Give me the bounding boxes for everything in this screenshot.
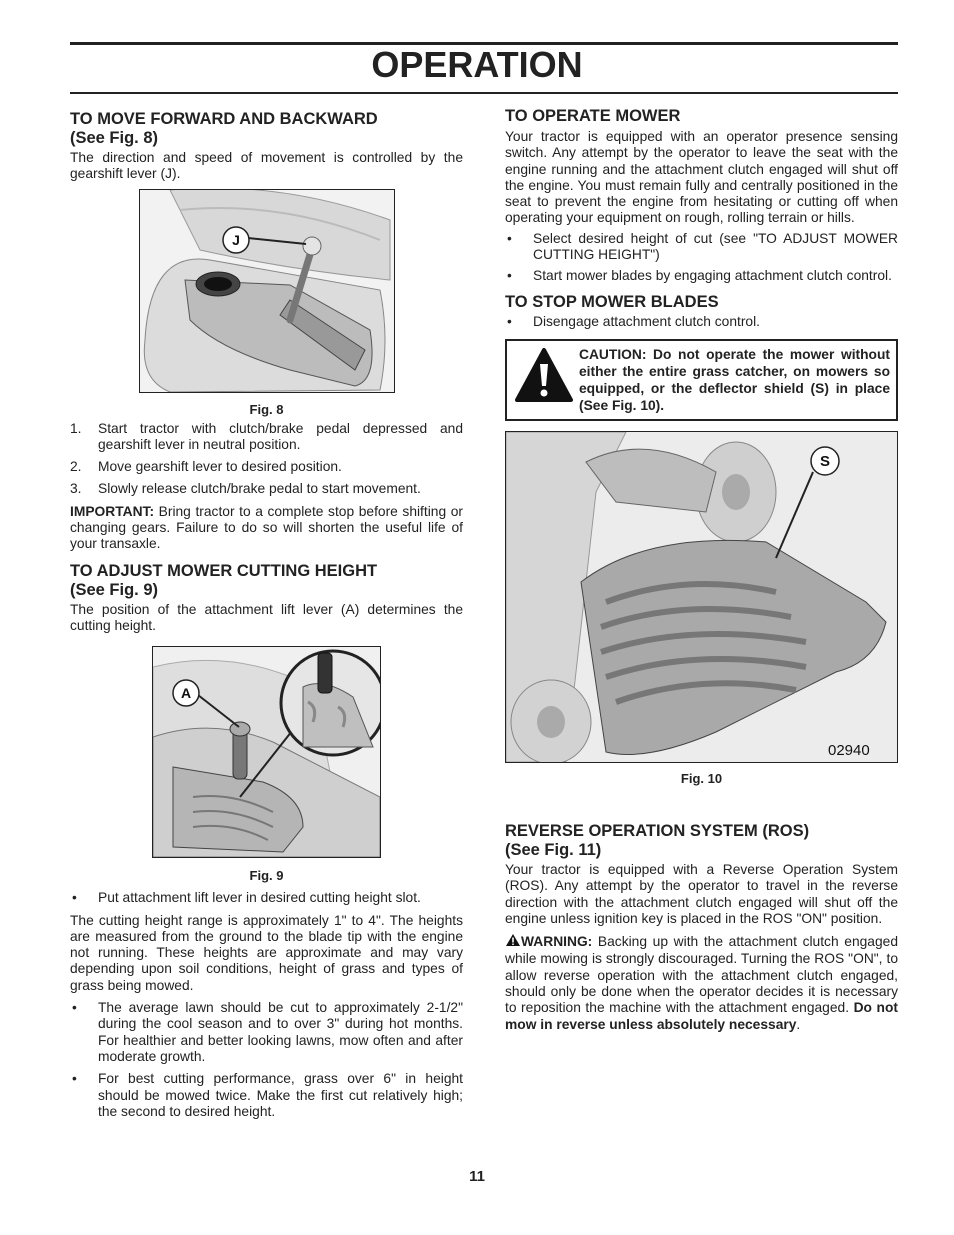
stop-bullets	[505, 314, 898, 330]
list-item: • Start mower blades by engaging attachment clutch control.	[507, 268, 892, 284]
stop-heading: TO STOP MOWER BLADES	[505, 292, 719, 311]
fig-9-caption: Fig. 9	[249, 868, 284, 884]
list-item: • Select desired height of cut (see "TO ADJUST MOWER CUTTING HEIGHT")	[507, 230, 898, 263]
list-item: • Put attachment lift lever in desired cutting height slot.	[72, 890, 421, 906]
ros-warning: WARNING: Backing up with the attachment clutch engaged while mowing is strongly discouraged. Turning the ROS "ON", to allow reverse operation with the attachment clutch engaged, should only be done when the operator decides it is necessary to reposition the machine with the attachment engaged. Do not mow in reverse unless absolutely necessary.	[505, 934, 898, 1032]
page-title: OPERATION	[371, 44, 583, 85]
list-item: 3. Slowly release clutch/brake pedal to start movement.	[70, 481, 421, 497]
operate-heading: TO OPERATE MOWER	[505, 107, 681, 125]
left-column	[70, 108, 463, 1125]
move-steps	[70, 421, 463, 498]
right-column	[505, 108, 898, 1039]
caution-text: CAUTION: Do not operate the mower without either the entire grass catcher, on mowers so equipped, or the deflector shield (S) in place (See Fig. 10).	[579, 346, 890, 413]
height-bullets	[70, 1000, 463, 1120]
fig-8-caption: Fig. 8	[249, 401, 284, 417]
fig-9-image	[152, 646, 381, 858]
height-bullet-1	[70, 890, 463, 906]
height-range: The cutting height range is approximately 1" to 4". The heights are measured from the ground to the blade tip with the engine not running. These heights are approximate and may vary depending upon soil conditions, height of grass and types of grass being mowed.	[70, 912, 463, 993]
warning-icon	[505, 933, 521, 951]
list-item: • Disengage attachment clutch control.	[507, 313, 761, 329]
move-intro: The direction and speed of movement is controlled by the gearshift lever (J).	[70, 150, 463, 182]
ros-intro: Your tractor is equipped with a Reverse Operation System (ROS). Any attempt by the operator to travel in the reverse direction with the attachment clutch engaged will shut off the engine unless ignition key is placed in the ROS "ON" position.	[505, 861, 898, 926]
operate-bullets	[505, 231, 898, 285]
fig-8-image	[139, 189, 395, 393]
important-note: IMPORTANT: Bring tractor to a complete stop before shifting or changing gears. Failure to do so will shorten the useful life of your transaxle.	[70, 503, 463, 552]
bottom-title-rule	[70, 92, 898, 94]
fig-10-code: 02940	[828, 741, 870, 759]
operate-intro: Your tractor is equipped with an operator presence sensing switch. Any attempt by the operator to leave the seat with the engine running and the attachment clutch engaged will shut off the engine. You must remain fully and centrally positioned in the seat to prevent the engine from hesitating or cutting off when operating your equipment on rough, rolling terrain or hills.	[505, 129, 898, 226]
height-heading: TO ADJUST MOWER CUTTING HEIGHT (See Fig. 9)	[70, 561, 378, 599]
list-item: • For best cutting performance, grass over 6" in height should be mowed twice. Make the first cut relatively high; the second to desired height.	[72, 1071, 463, 1119]
caution-box	[505, 339, 898, 421]
page-number: 11	[469, 1168, 485, 1185]
height-intro: The position of the attachment lift lever (A) determines the cutting height.	[70, 601, 463, 633]
fig-9-label-a: A	[180, 685, 192, 702]
fig-10-label-s: S	[819, 452, 831, 470]
fig-10-caption: Fig. 10	[680, 770, 723, 786]
warning-triangle-icon	[513, 346, 579, 414]
fig-8-label-j: J	[232, 231, 240, 248]
list-item: 2. Move gearshift lever to desired position.	[70, 459, 342, 475]
ros-heading: REVERSE OPERATION SYSTEM (ROS) (See Fig. 11)	[505, 821, 810, 859]
fig-10-image	[505, 431, 898, 763]
list-item: 1. Start tractor with clutch/brake pedal depressed and gearshift lever in neutral position.	[70, 420, 463, 452]
list-item: • The average lawn should be cut to approximately 2-1/2" during the cool season and to over 3" during hot months. For healthier and better looking lawns, mow often and after moderate growth.	[72, 1000, 463, 1064]
move-heading: TO MOVE FORWARD AND BACKWARD (See Fig. 8)	[70, 110, 378, 147]
